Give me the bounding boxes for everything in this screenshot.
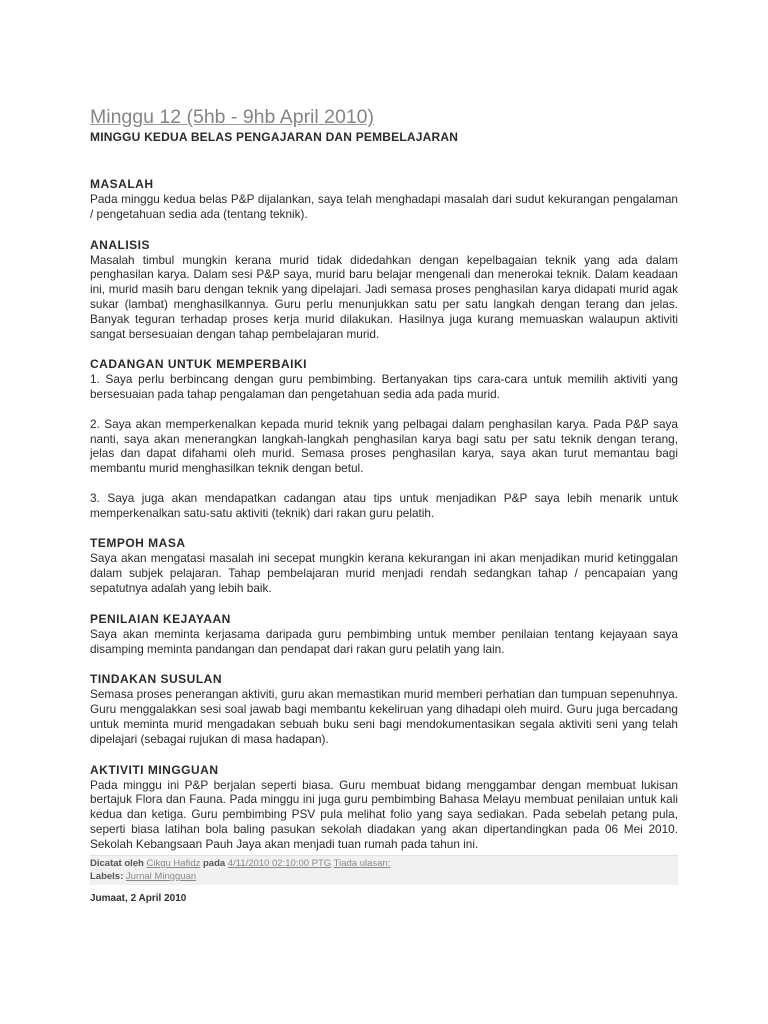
posted-by-label: Dicatat oleh: [90, 858, 144, 869]
at-label: pada: [203, 858, 226, 869]
post-footer: [90, 855, 678, 885]
post-section: [90, 763, 678, 852]
section-heading: CADANGAN UNTUK MEMPERBAIKI: [90, 357, 307, 372]
date-header: Jumaat, 2 April 2010: [90, 893, 187, 904]
author-link[interactable]: Cikgu Hafidz: [146, 858, 201, 869]
post-title-link[interactable]: Minggu 12 (5hb - 9hb April 2010): [90, 106, 375, 128]
section-heading: PENILAIAN KEJAYAAN: [90, 611, 231, 626]
labels-label: Labels:: [90, 871, 124, 882]
section-heading: ANALISIS: [90, 237, 151, 252]
section-paragraph: Semasa proses penerangan aktiviti, guru akan memastikan murid memberi perhatian dan tumpuan sepenuhnya. Guru menggalakkan sesi soal jawab bagi membantu kekeliruan yang dihadapi oleh muird. Guru juga bercadang untuk meminta murid mengadakan sebuah buku seni bagi mendokumentasikan segala aktiviti seni yang telah dipelajari (sebagai rujukan di masa hadapan).: [90, 687, 678, 746]
section-paragraph: Masalah timbul mungkin kerana murid tidak didedahkan dengan kepelbagaian teknik yang ada dalam penghasilan karya. Dalam sesi P&P saya, murid baru belajar mengenali dan menerokai teknik. Dalam keadaan ini, murid masih baru dengan teknik yang dipelajari. Jadi semasa proses penghasilan karya didapati murid agak sukar (lambat) menghasilkannya. Guru perlu menunjukkan satu per satu langkah dengan terang dan jelas. Banyak teguran terhadap proses kerja murid dilakukan. Hasilnya juga kurang memuaskan walaupun aktiviti sangat bersesuaian dengan tahap pembelajaran murid.: [90, 252, 678, 341]
section-paragraph: 2. Saya akan memperkenalkan kepada murid teknik yang pelbagai dalam penghasilan karya. Pada P&P saya nanti, saya akan menerangkan langkah-langkah penghasilan karya bagi satu per satu teknik dengan terang, jelas dan dapat difahami oleh murid. Semasa proses penghasilan karya, saya akan turut memantau bagi membantu murid menghasilkan teknik dengan betul.: [90, 416, 678, 476]
post-body: [90, 177, 678, 852]
section-heading: AKTIVITI MINGGUAN: [90, 762, 219, 777]
section-heading: TINDAKAN SUSULAN: [90, 672, 222, 687]
post-subtitle: MINGGU KEDUA BELAS PENGAJARAN DAN PEMBELAJARAN: [90, 130, 459, 144]
post-meta-row: [90, 857, 678, 870]
blog-post: [90, 106, 678, 852]
comments-link[interactable]: Tiada ulasan:: [333, 858, 391, 869]
label-link-jurnal-mingguan[interactable]: Jurnal Mingguan: [125, 871, 197, 882]
post-section: [90, 177, 678, 222]
post-section: [90, 612, 678, 657]
section-heading: TEMPOH MASA: [90, 536, 186, 551]
section-paragraph: Saya akan meminta kerjasama daripada guru pembimbing untuk member penilaian tentang kejayaan saya disamping meminta pandangan dan pendapat dari rakan guru pelatih yang lain.: [90, 626, 678, 656]
section-paragraph: Saya akan mengatasi masalah ini secepat mungkin kerana kekurangan ini akan menjadikan murid ketinggalan dalam subjek pelajaran. Tahap pembelajaran murid menjadi rendah sedangkan tahap / pencapaian yang sepatutnya adalah yang lebih baik.: [90, 551, 678, 595]
section-paragraph: Pada minggu kedua belas P&P dijalankan, saya telah menghadapi masalah dari sudut kekurangan pengalaman / pengetahuan sedia ada (tentang teknik).: [90, 192, 678, 221]
timestamp-link[interactable]: 4/11/2010 02:10:00 PTG: [227, 858, 332, 869]
post-section: [90, 536, 678, 595]
post-section: [90, 238, 678, 342]
section-heading: MASALAH: [90, 177, 154, 191]
post-section: [90, 357, 678, 520]
section-paragraph: 3. Saya juga akan mendapatkan cadangan atau tips untuk menjadikan P&P saya lebih menarik untuk memperkenalkan satu-satu aktiviti (teknik) dari rakan guru pelatih.: [90, 490, 678, 520]
post-section: [90, 672, 678, 746]
section-paragraph: 1. Saya perlu berbincang dengan guru pembimbing. Bertanyakan tips cara-cara untuk memilih aktiviti yang bersesuaian pada tahap pengalaman dan pengetahuan sedia ada pada murid.: [90, 372, 678, 402]
post-labels-row: [90, 870, 678, 883]
section-paragraph: Pada minggu ini P&P berjalan seperti biasa. Guru membuat bidang menggambar dengan membuat lukisan bertajuk Flora dan Fauna. Pada minggu ini juga guru pembimbing Bahasa Melayu membuat penilaian untuk kali kedua dan ketiga. Guru pembimbing PSV pula melihat folio yang saya sediakan. Pada sebelah petang pula, seperti biasa latihan bola baling pasukan sekolah diadakan yang akan dipertandingkan pada 06 Mei 2010. Sekolah Kebangsaan Pauh Jaya akan menjadi tuan rumah pada tahun ini.: [90, 777, 678, 851]
